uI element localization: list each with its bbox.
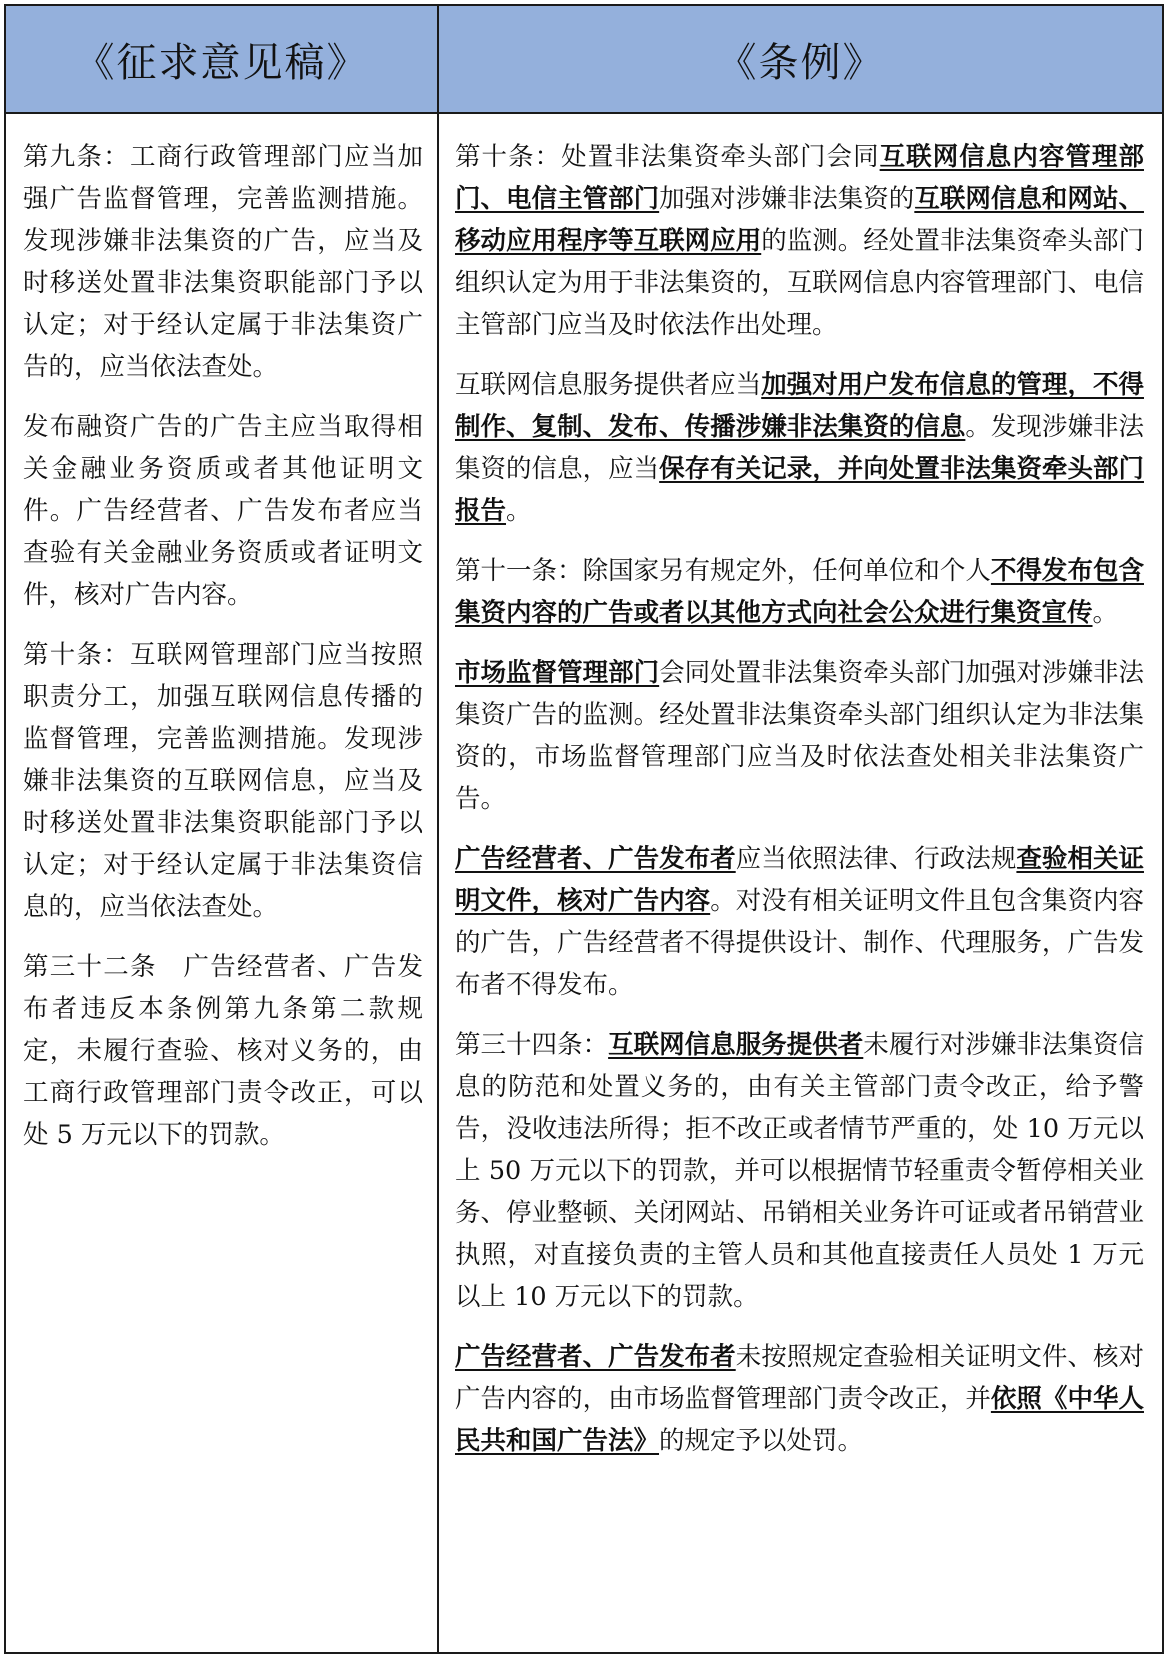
regulation-paragraph [455,550,1144,634]
regulation-paragraph [455,1024,1144,1318]
paragraph-text: 第十条：互联网管理部门应当按照职责分工，加强互联网信息传播的监督管理，完善监测措施。发现涉嫌非法集资的互联网信息，应当及时移送处置非法集资职能部门予以认定；对于经认定属于非法集资信息的，应当依法查处。 [23,640,423,922]
paragraph-text: 。对没有相关证明文件且包含集资内容的广告，广告经营者不得提供设计、制作、代理服务，广告发布者不得发布。 [455,886,1144,1000]
paragraph-text: 。 [1092,598,1119,628]
paragraph-text: 未按照规定查验相关证明文件、核对广告内容的，由市场监督管理部门责令改正，并 [455,1342,1144,1414]
draft-paragraph [23,406,423,616]
draft-text-cell [6,114,437,1156]
paragraph-text: 互联网信息服务提供者应当 [455,370,762,400]
emphasized-text: 广告经营者、广告发布者 [455,844,736,874]
emphasized-text: 广告经营者、广告发布者 [455,1342,736,1372]
paragraph-text: 应当依照法律、行政法规 [735,844,1017,874]
emphasized-text: 互联网信息服务提供者 [608,1030,864,1060]
regulation-paragraph [455,652,1144,820]
emphasized-text: 依照《中华人民共和国广告法》 [455,1384,1144,1456]
emphasized-text: 保存有关记录，并向处置非法集资牵头部门报告 [455,454,1144,526]
paragraph-text: 会同处置非法集资牵头部门加强对涉嫌非法集资广告的监测。经处置非法集资牵头部门组织认定为非法集资的，市场监督管理部门应当及时依法查处相关非法集资广告。 [455,658,1144,814]
paragraph-text: 发布融资广告的广告主应当取得相关金融业务资质或者其他证明文件。广告经营者、广告发布者应当查验有关金融业务资质或者证明文件，核对广告内容。 [23,412,423,610]
regulation-paragraph [455,838,1144,1006]
draft-column [5,113,438,1653]
draft-paragraph [23,634,423,928]
draft-paragraph [23,946,423,1156]
header-draft: 《征求意见稿》 [5,5,438,113]
regulation-paragraph [455,1336,1144,1462]
paragraph-text: 未履行对涉嫌非法集资信息的防范和处置义务的，由有关主管部门责令改正，给予警告，没收违法所得；拒不改正或者情节严重的，处 10 万元以上 50 万元以下的罚款，并可以根据情节轻重责令暂停相关业务、停业整顿、关闭网站、吊销相关业务许可证或者吊销营业执照，对直接负责的主管人员和其他直接责任人员处 1 万元以上 10 万元以下的罚款。 [455,1030,1144,1312]
paragraph-text: 。 [506,496,532,526]
draft-paragraph [23,136,423,388]
content-row [5,113,1163,1653]
paragraph-text: 加强对涉嫌非法集资的 [659,184,915,214]
emphasized-text: 不得发布包含集资内容的广告或者以其他方式向社会公众进行集资宣传 [455,556,1144,628]
emphasized-text: 互联网信息和网站、移动应用程序等互联网应用 [455,184,1144,256]
emphasized-text: 查验相关证明文件，核对广告内容 [455,844,1144,916]
regulation-paragraph [455,364,1144,532]
paragraph-text: 的规定予以处罚。 [659,1426,864,1456]
paragraph-text: 第三十二条 广告经营者、广告发布者违反本条例第九条第二款规定，未履行查验、核对义务的，由工商行政管理部门责令改正，可以处 5 万元以下的罚款。 [23,952,423,1150]
regulation-text-cell [439,114,1162,1462]
paragraph-text: 。发现涉嫌非法集资的信息，应当 [455,412,1144,484]
regulation-column [438,113,1163,1653]
emphasized-text: 加强对用户发布信息的管理，不得制作、复制、发布、传播涉嫌非法集资的信息 [455,370,1144,442]
header-row [5,5,1163,113]
paragraph-text: 的监测。经处置非法集资牵头部门组织认定为用于非法集资的，互联网信息内容管理部门、电信主管部门应当及时依法作出处理。 [455,226,1144,340]
paragraph-text: 第十条：处置非法集资牵头部门会同 [455,142,880,172]
emphasized-text: 互联网信息内容管理部门、电信主管部门 [455,142,1144,214]
regulation-paragraph [455,136,1144,346]
paragraph-text: 第三十四条： [455,1030,609,1060]
comparison-table [4,4,1164,1654]
paragraph-text: 第十一条：除国家另有规定外，任何单位和个人 [455,556,991,586]
paragraph-text: 第九条：工商行政管理部门应当加强广告监督管理，完善监测措施。发现涉嫌非法集资的广告，应当及时移送处置非法集资职能部门予以认定；对于经认定属于非法集资广告的，应当依法查处。 [23,142,423,382]
emphasized-text: 市场监督管理部门 [455,658,660,688]
header-regulation: 《条例》 [438,5,1163,113]
